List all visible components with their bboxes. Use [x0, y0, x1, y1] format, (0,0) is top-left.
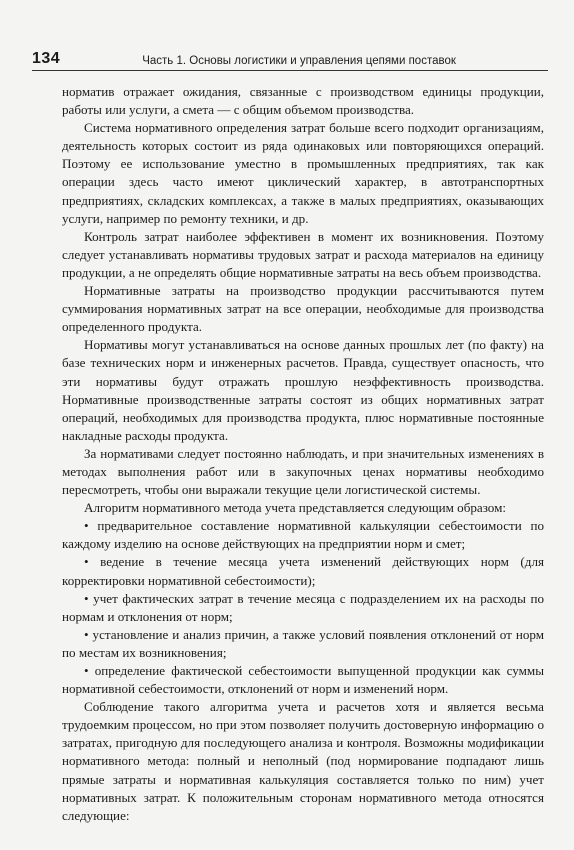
page-number: 134 [32, 50, 61, 67]
bullet-item: • учет фактических затрат в течение месяца с подразделением их на расходы по нормам и отклонения от норм; [62, 590, 544, 626]
bullet-item: • предварительное составление нормативной калькуляции себестоимости по каждому изделию на основе действующих на предприятии норм и смет; [62, 517, 544, 553]
page-body [62, 83, 544, 825]
paragraph: Нормативы могут устанавливаться на основе данных прошлых лет (по факту) на базе технических норм и инженерных расчетов. Правда, существует опасность, что эти нормативы будут отражать прошлую неэффективность производства. Нормативные производственные затраты состоят из общих нормативных затрат операций, необходимых для производства продукта, плюс нормативные постоянные накладные расходы продукта. [62, 337, 544, 443]
paragraph: Контроль затрат наиболее эффективен в момент их возникновения. Поэтому следует устанавливать нормативы трудовых затрат и расхода материалов на единицу продукции, а не определять общие нормативные затраты на весь объем производства. [62, 228, 544, 280]
paragraph: Соблюдение такого алгоритма учета и расчетов хотя и является весьма трудоемким процессом, но при этом позволяет получить достоверную информацию о затратах, пригодную для последующего анализа и контроля. Возможны модификации нормативного метода: полный и неполный (под нормирование подпадают лишь прямые затраты и нормативная калькуляция составляется только по ним) учет нормативных затрат. К положительным сторонам нормативного метода относятся следующие: [62, 699, 544, 823]
paragraph: Нормативные затраты на производство продукции рассчитываются путем суммирования нормативных затрат на все операции, необходимые для производства определенного продукта. [62, 283, 544, 335]
paragraph: Алгоритм нормативного метода учета представляется следующим образом: [84, 500, 507, 516]
bullet-item: • определение фактической себестоимости выпущенной продукции как суммы нормативной себестоимости, отклонений от норм и изменений норм. [62, 662, 544, 698]
bullet-item: • установление и анализ причин, а также условий появления отклонений от норм по местам их возникновения; [62, 626, 544, 662]
running-title: Часть 1. Основы логистики и управления цепями поставок [142, 55, 456, 67]
bullet-item: • ведение в течение месяца учета изменений действующих норм (для корректировки нормативной себестоимости); [62, 553, 544, 589]
paragraph: За нормативами следует постоянно наблюдать, и при значительных изменениях в методах выполнения работ или в закупочных ценах нормативы необходимо пересмотреть, чтобы они выражали текущие цели логистической системы. [62, 445, 544, 498]
page-header [32, 50, 548, 71]
paragraph: Система нормативного определения затрат больше всего подходит организациям, деятельность которых состоит из ряда одинаковых или повторяющихся операций. Поэтому ее использование уместно в промышленных предприятиях, так как операции здесь часто имеют циклический характер, в автотранспортных предприятиях, складских комплексах, а также в малых предприятиях, оказывающих услуги, например по ремонту техники, и др. [62, 120, 544, 226]
paragraph: норматив отражает ожидания, связанные с производством единицы продукции, работы или услуги, а смета — с общим объемом производства. [62, 84, 544, 118]
